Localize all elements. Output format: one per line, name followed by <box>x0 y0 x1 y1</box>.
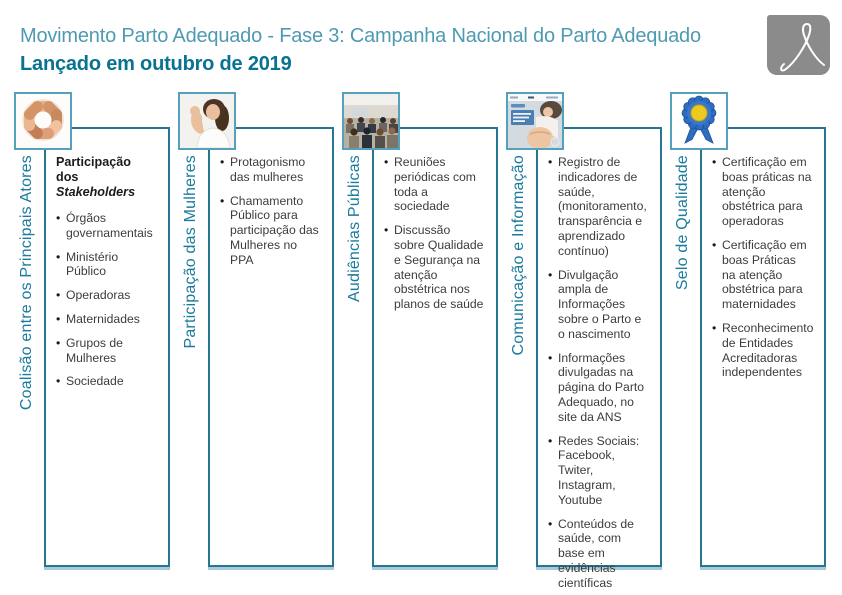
list-item: • Ministério Público <box>56 250 156 280</box>
column-box-selo <box>700 127 826 567</box>
list-item: • Redes Sociais: Facebook, Twiter, Instagram, Youtube <box>548 434 648 508</box>
column-box-mulheres <box>208 127 334 567</box>
list-item: • Informações divulgadas na página do Parto Adequado, no site da ANS <box>548 351 648 425</box>
list-item: • Reuniões periódicas com toda a sociedade <box>384 155 484 214</box>
heading-text: Participação dos <box>56 155 131 184</box>
column-label-audiencias: Audiências Públicas <box>346 155 363 302</box>
hands-united-photo <box>14 92 72 150</box>
list-item: • Registro de indicadores de saúde, (monitoramento, transparência e aprendizado contínuo) <box>548 155 648 259</box>
list-item: • Chamamento Público para participação das Mulheres no PPA <box>220 194 320 268</box>
bullet-list <box>712 155 812 380</box>
bullet-list <box>220 155 320 268</box>
list-item: • Reconhecimento de Entidades Acreditadoras independentes <box>712 321 812 380</box>
list-item: • Protagonismo das mulheres <box>220 155 320 185</box>
blue-ribbon-award-photo <box>670 92 728 150</box>
column-heading <box>56 155 156 200</box>
column-label-mulheres: Participação das Mulheres <box>182 155 199 349</box>
list-item: • Sociedade <box>56 374 156 389</box>
column-box-coalisao <box>44 127 170 567</box>
column-label-coalisao: Coalisão entre os Principais Atores <box>18 155 35 411</box>
blue-ribbon-award-photo-icon <box>672 94 726 148</box>
woman-flexing-arm-photo <box>178 92 236 150</box>
list-item: • Operadoras <box>56 288 156 303</box>
page-title: Movimento Parto Adequado - Fase 3: Campanha Nacional do Parto Adequado <box>20 25 701 47</box>
public-audience-photo-icon <box>344 94 398 148</box>
bullet-list <box>548 155 648 591</box>
heading-stakeholders: Stakeholders <box>56 185 136 199</box>
list-item: • Grupos de Mulheres <box>56 336 156 366</box>
list-item: • Maternidades <box>56 312 156 327</box>
list-item: • Certificação em boas Práticas na atenção obstétrica para maternidades <box>712 238 812 312</box>
bullet-list <box>384 155 484 312</box>
list-item: • Conteúdos de saúde, com base em evidências científicas <box>548 517 648 591</box>
list-item: • Certificação em boas práticas na atenção obstétrica para operadoras <box>712 155 812 229</box>
column-box-audiencias <box>372 127 498 567</box>
hands-united-photo-icon <box>16 94 70 148</box>
pregnant-woman-webpage-photo-icon <box>508 94 562 148</box>
column-label-comunicacao: Comunicação e Informação <box>510 155 527 356</box>
pregnant-woman-webpage-photo <box>506 92 564 150</box>
organization-logo <box>767 15 830 75</box>
woman-flexing-arm-photo-icon <box>180 94 234 148</box>
public-audience-photo <box>342 92 400 150</box>
bullet-list <box>56 211 156 389</box>
column-label-selo: Selo de Qualidade <box>674 155 691 291</box>
list-item: • Divulgação ampla de Informações sobre o Parto e o nascimento <box>548 268 648 342</box>
list-item: • Discussão sobre Qualidade e Segurança na atenção obstétrica nos planos de saúde <box>384 223 484 312</box>
column-box-comunicacao <box>536 127 662 590</box>
script-r-monogram-icon <box>767 15 830 75</box>
list-item: • Órgãos governamentais <box>56 211 156 241</box>
page-subtitle: Lançado em outubro de 2019 <box>20 53 292 75</box>
